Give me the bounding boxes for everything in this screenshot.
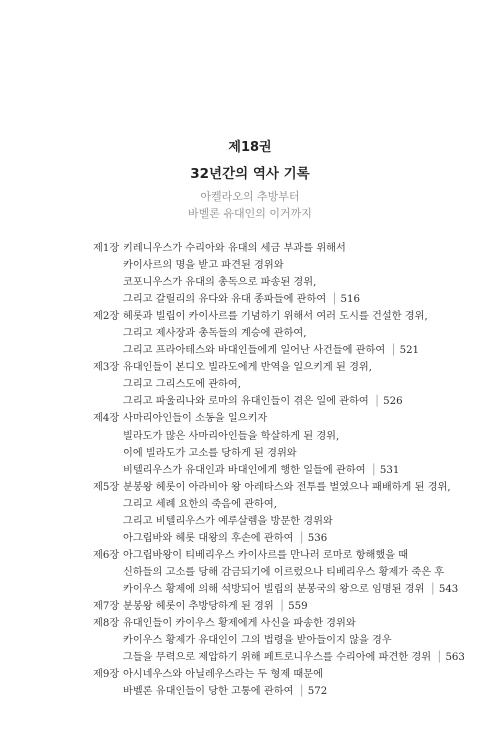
chapter-text-line xyxy=(123,325,473,342)
chapter-text: 사마리아인들이 소동을 일으키자 xyxy=(123,413,268,425)
toc-entry[interactable] xyxy=(93,666,473,700)
chapter-label: 제6장 xyxy=(93,549,120,561)
page-number: 531 xyxy=(379,464,400,476)
chapter-text-line xyxy=(123,581,473,598)
page-reference xyxy=(371,396,403,407)
chapter-text: 신하들의 고소를 당해 감금되기에 이르렀으나 티베리우스 황제가 죽은 후 xyxy=(123,566,445,578)
chapter-description xyxy=(123,547,473,598)
chapter-text: 그리고 파울리나와 로마의 유대인들이 겪은 일에 관하여 xyxy=(123,396,369,408)
page-separator: │ xyxy=(426,583,436,595)
book-number: 제18권 xyxy=(228,140,272,155)
chapter-text: 그리고 그리스도에 관하여, xyxy=(123,379,241,391)
chapter-text-line xyxy=(123,445,473,462)
toc-entry[interactable] xyxy=(93,308,473,359)
page-reference xyxy=(433,652,465,663)
chapter-text: 유대인들이 본디오 빌라도에게 반역을 일으키게 된 경위, xyxy=(123,362,373,374)
page-reference xyxy=(276,601,308,612)
page-separator: │ xyxy=(367,464,377,476)
chapter-text: 그들을 무력으로 제압하기 위해 페트로니우스를 수리아에 파견한 경위 xyxy=(123,652,432,664)
page-reference xyxy=(387,345,419,356)
chapter-text-line xyxy=(123,598,473,615)
page-number: 536 xyxy=(307,532,328,544)
page-number: 559 xyxy=(288,600,308,612)
chapter-label: 제8장 xyxy=(93,618,120,630)
period-line-to: 바벨론 유대인의 이거까지 xyxy=(188,207,312,220)
chapter-text-line xyxy=(123,615,473,632)
chapter-text-line xyxy=(123,376,473,393)
chapter-text: 비텔리우스가 유대인과 바대인에게 행한 일들에 관하여 xyxy=(123,464,366,476)
page-number: 521 xyxy=(399,345,420,357)
toc-entry[interactable] xyxy=(93,598,473,615)
page-separator: │ xyxy=(328,294,338,306)
chapter-description xyxy=(123,598,473,615)
toc-entry[interactable] xyxy=(93,410,473,478)
chapter-text: 그리고 제사장과 총독들의 계승에 관하여, xyxy=(123,328,307,340)
period-line-from: 아켈라오의 추방부터 xyxy=(200,190,300,203)
chapter-description xyxy=(123,615,473,666)
chapter-text: 바벨론 유대인들이 당한 고통에 관하여 xyxy=(123,686,294,698)
chapter-text-line xyxy=(123,547,473,564)
chapter-text-line xyxy=(123,683,473,700)
chapter-text-line xyxy=(123,410,473,427)
chapter-label: 제1장 xyxy=(93,243,120,254)
chapter-text-line xyxy=(123,342,473,359)
chapter-text: 코포니우스가 유대의 총독으로 파송된 경위, xyxy=(123,277,317,289)
page-separator: │ xyxy=(295,532,305,544)
toc-entry[interactable] xyxy=(93,240,473,308)
chapter-text: 유대인들이 카이우스 황제에게 사신을 파송한 경위와 xyxy=(123,618,356,630)
chapter-text-line xyxy=(123,513,473,530)
chapter-text-line xyxy=(123,359,473,376)
book-title: 32년간의 역사 기록 xyxy=(190,166,310,182)
page-separator: │ xyxy=(275,600,286,612)
page-separator: │ xyxy=(387,345,397,357)
chapter-text: 그리고 비텔리우스가 예루살렘을 방문한 경위와 xyxy=(123,515,333,527)
page-separator: │ xyxy=(295,686,305,698)
chapter-text: 그리고 갈릴리의 유다와 유대 종파들에 관하여 xyxy=(123,294,327,306)
chapter-description xyxy=(123,479,473,547)
chapter-text: 카이우스 황제가 유대인이 그의 법령을 받아들이지 않을 경우 xyxy=(123,635,392,647)
chapter-text: 이에 빌라도가 고소를 당하게 된 경위와 xyxy=(123,447,297,459)
chapter-text: 그리고 프라아테스와 바대인들에게 일어난 사건들에 관하여 xyxy=(123,345,386,357)
toc-entry[interactable] xyxy=(93,547,473,598)
chapter-description xyxy=(123,308,473,359)
page-separator: │ xyxy=(370,396,381,408)
chapter-text-line xyxy=(123,428,473,445)
chapter-text-line xyxy=(123,496,473,513)
chapter-text-line xyxy=(123,666,473,683)
chapter-text-line xyxy=(123,291,473,308)
chapter-text-line xyxy=(123,649,473,666)
chapter-text-line xyxy=(123,393,473,410)
page-number: 516 xyxy=(340,294,360,306)
chapter-text-line xyxy=(123,564,473,581)
page-number: 543 xyxy=(438,583,459,595)
chapter-label: 제7장 xyxy=(93,600,120,612)
chapter-text: 아시네우스와 아닐레우스라는 두 형제 때문에 xyxy=(123,669,323,681)
chapter-text: 카이우스 황제에 의해 석방되어 빌립의 분봉국의 왕으로 임명된 경위 xyxy=(123,583,425,595)
chapter-description xyxy=(123,410,473,478)
period-caption xyxy=(0,188,500,222)
chapter-description xyxy=(123,666,473,700)
chapter-text-line xyxy=(123,530,473,547)
chapter-text-line xyxy=(123,479,473,496)
chapter-text-line xyxy=(123,632,473,649)
page-number: 563 xyxy=(445,652,465,664)
page-reference xyxy=(368,465,400,476)
chapter-text-line xyxy=(123,257,473,274)
chapter-description xyxy=(123,359,473,410)
chapter-label: 제3장 xyxy=(93,362,120,374)
chapter-description xyxy=(123,240,473,308)
chapter-text: 카이사르의 명을 받고 파견된 경위와 xyxy=(123,260,284,272)
table-of-contents xyxy=(93,240,473,700)
page-reference xyxy=(295,686,327,697)
chapter-label: 제9장 xyxy=(93,669,120,681)
toc-entry[interactable] xyxy=(93,359,473,410)
chapter-label: 제4장 xyxy=(93,413,120,425)
chapter-label: 제2장 xyxy=(93,311,120,323)
page-reference xyxy=(426,584,458,595)
page-separator: │ xyxy=(433,652,443,664)
chapter-text-line xyxy=(123,240,473,257)
chapter-text: 아그립바와 헤롯 대왕의 후손에 관하여 xyxy=(123,532,294,544)
page-number: 526 xyxy=(383,396,403,408)
chapter-text: 분봉왕 헤롯이 추방당하게 된 경위 xyxy=(123,600,274,612)
chapter-text-line xyxy=(123,462,473,479)
chapter-text-line xyxy=(123,308,473,325)
toc-entry[interactable] xyxy=(93,615,473,666)
page-number: 572 xyxy=(307,686,328,698)
page-reference xyxy=(328,294,360,305)
page-reference xyxy=(295,533,327,544)
toc-entry[interactable] xyxy=(93,479,473,547)
chapter-text: 아그립바왕이 티베리우스 카이사르를 만나러 로마로 항해했을 때 xyxy=(123,549,409,561)
chapter-text: 빌라도가 많은 사마리아인들을 학살하게 된 경위, xyxy=(123,430,340,442)
chapter-text: 분봉왕 헤롯이 아라비아 왕 아레타스와 전투를 벌였으나 패배하게 된 경위, xyxy=(123,481,451,493)
chapter-label: 제5장 xyxy=(93,481,120,493)
chapter-text: 그리고 세례 요한의 죽음에 관하여, xyxy=(123,498,277,510)
chapter-text-line xyxy=(123,274,473,291)
chapter-text: 헤롯과 빌립이 카이사르를 기념하기 위해서 여러 도시를 건설한 경위, xyxy=(123,311,428,323)
chapter-text: 키레니우스가 수리아와 유대의 세금 부과를 위해서 xyxy=(123,243,346,254)
